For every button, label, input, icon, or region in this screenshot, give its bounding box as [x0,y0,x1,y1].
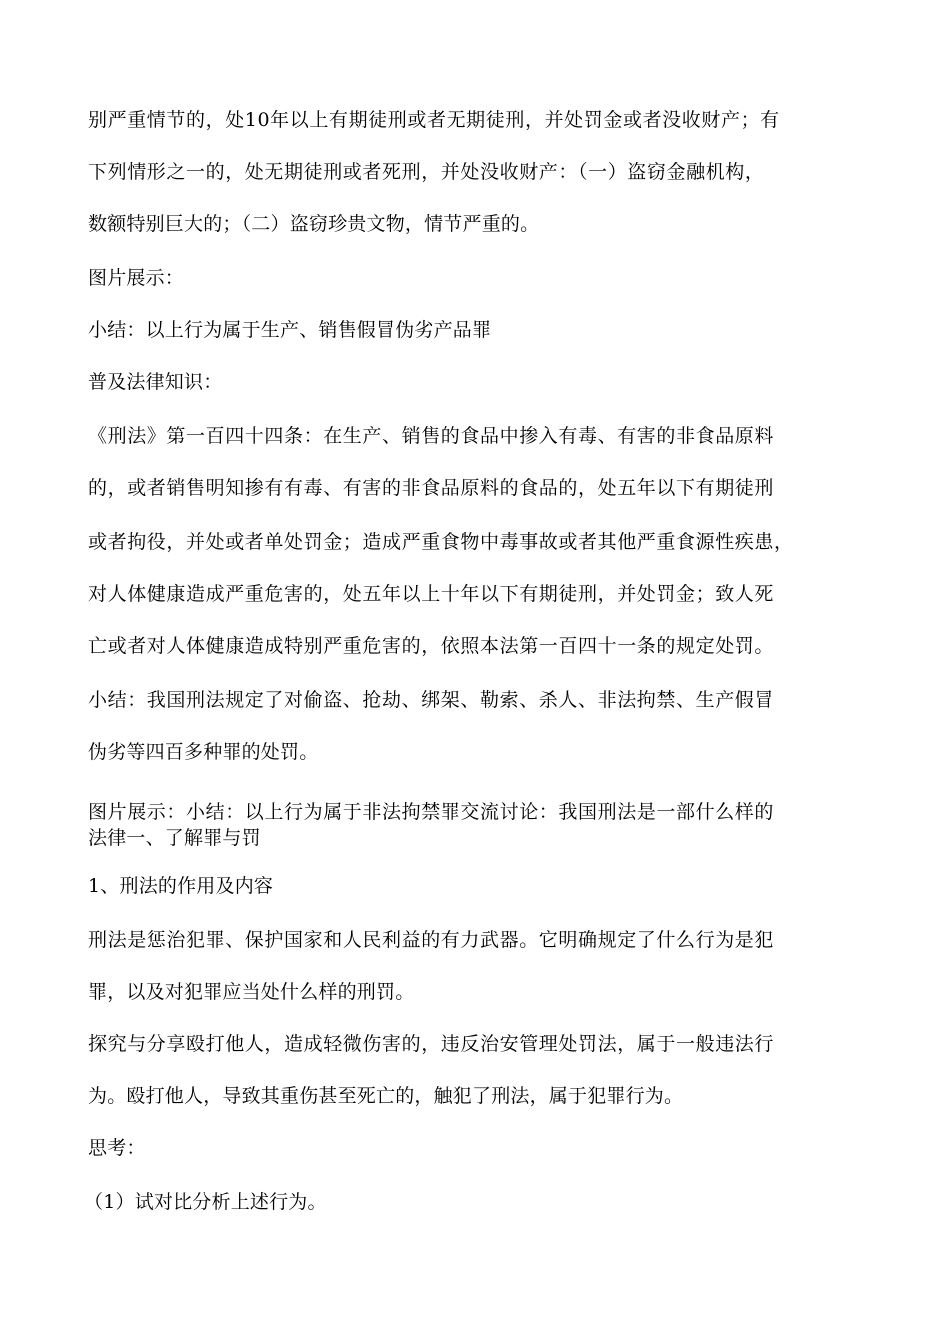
summary-crimes-line-2: 伪劣等四百多种罪的处罚。 [88,741,319,763]
criminal-law-article-line-4: 对人体健康造成严重危害的，处五年以上十年以下有期徒刑，并处罚金；致人死 [88,583,775,605]
explore-share-line-1: 探究与分享殴打他人，造成轻微伤害的，违反治安管理处罚法，属于一般违法行 [88,1033,775,1055]
criminal-law-article-line-1: 《刑法》第一百四十四条：在生产、销售的食品中掺入有毒、有害的非食品原料 [88,425,775,447]
discussion-line-1: 图片展示：小结：以上行为属于非法拘禁罪交流讨论：我国刑法是一部什么样的 [88,801,775,823]
summary-line: 小结：以上行为属于生产、销售假冒伪劣产品罪 [88,319,492,341]
criminal-law-article-line-3: 或者拘役，并处或者单处罚金；造成严重食物中毒事故或者其他严重食源性疾患， [88,531,794,553]
summary-crimes-line-1: 小结：我国刑法规定了对偷盗、抢劫、绑架、勒索、杀人、非法拘禁、生产假冒 [88,689,775,711]
section-heading-criminal-law-role: 1、刑法的作用及内容 [88,875,274,897]
criminal-law-role-line-1: 刑法是惩治犯罪、保护国家和人民利益的有力武器。它明确规定了什么行为是犯 [88,929,775,951]
criminal-law-role-line-2: 罪，以及对犯罪应当处什么样的刑罚。 [88,981,415,1003]
criminal-law-article-line-2: 的，或者销售明知掺有有毒、有害的非食品原料的食品的，处五年以下有期徒刑 [88,477,775,499]
paragraph-line-3: 数额特别巨大的；（二）盗窃珍贵文物，情节严重的。 [88,213,540,235]
explore-share-line-2: 为。殴打他人，导致其重伤甚至死亡的，触犯了刑法，属于犯罪行为。 [88,1085,684,1107]
think-heading: 思考： [88,1137,146,1159]
image-display-heading: 图片展示： [88,267,185,289]
question-1: （1）试对比分析上述行为。 [84,1191,327,1213]
discussion-line-2: 法律一、了解罪与罚 [88,827,261,849]
paragraph-line-1: 别严重情节的，处10年以上有期徒刑或者无期徒刑，并处罚金或者没收财产；有 [88,109,780,131]
legal-knowledge-heading: 普及法律知识： [88,371,223,393]
paragraph-line-2: 下列情形之一的，处无期徒刑或者死刑，并处没收财产：（一）盗窃金融机构， [88,161,765,183]
criminal-law-article-line-5: 亡或者对人体健康造成特别严重危害的，依照本法第一百四十一条的规定处罚。 [88,635,775,657]
